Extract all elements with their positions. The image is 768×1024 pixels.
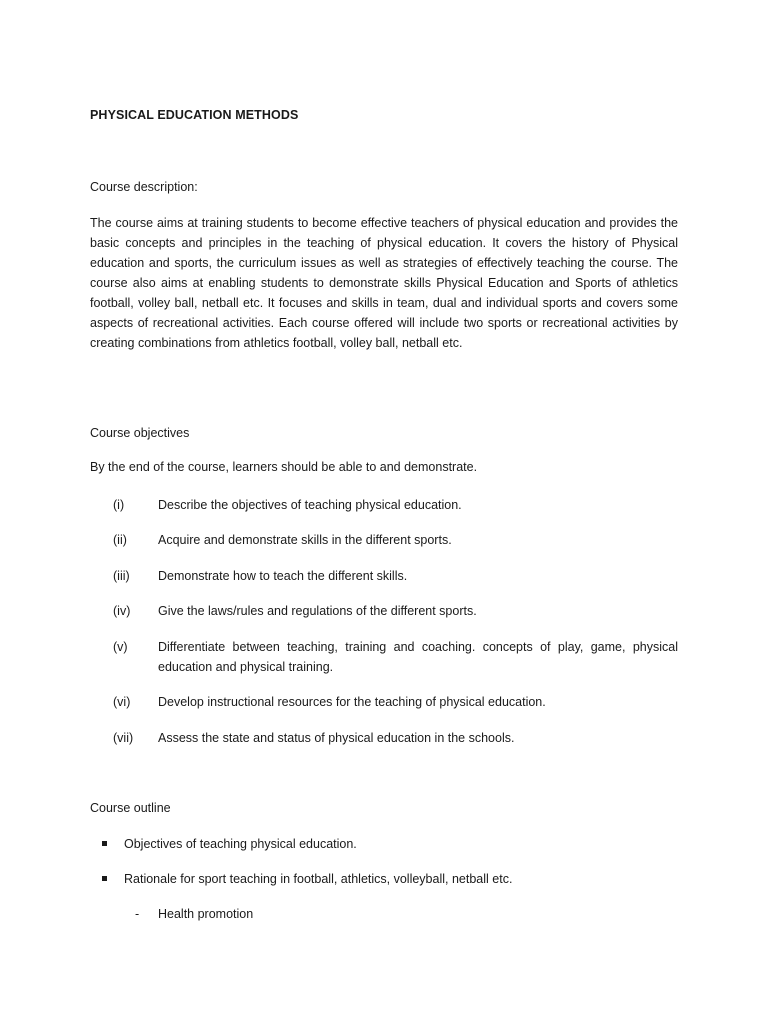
dash-marker: - — [135, 907, 140, 921]
objective-text: Assess the state and status of physical education in the schools. — [158, 731, 515, 745]
objective-number: (ii) — [113, 533, 127, 547]
course-objectives-heading: Course objectives — [90, 426, 190, 440]
outline-subitem-text: Health promotion — [158, 907, 254, 921]
objective-number: (vii) — [113, 731, 134, 745]
objective-text: Give the laws/rules and regulations of the different sports. — [158, 604, 477, 618]
objective-number: (iii) — [113, 569, 130, 583]
outline-item-text: Rationale for sport teaching in football, athletics, volleyball, netball etc. — [124, 872, 513, 886]
objective-text: Differentiate between teaching, training and coaching. concepts of play, game, physical education and physical training. — [158, 640, 678, 674]
objective-number: (vi) — [113, 695, 131, 709]
objective-text: Acquire and demonstrate skills in the different sports. — [158, 533, 452, 547]
square-bullet-icon — [102, 841, 107, 846]
course-outline-heading: Course outline — [90, 801, 171, 815]
objective-text: Demonstrate how to teach the different skills. — [158, 569, 408, 583]
objective-text: Develop instructional resources for the teaching of physical education. — [158, 695, 546, 709]
square-bullet-icon — [102, 876, 107, 881]
course-description-heading: Course description: — [90, 180, 198, 194]
outline-item-text: Objectives of teaching physical education. — [124, 837, 357, 851]
document-title: PHYSICAL EDUCATION METHODS — [90, 108, 299, 122]
objective-number: (i) — [113, 498, 125, 512]
objective-number: (iv) — [113, 604, 131, 618]
objectives-intro: By the end of the course, learners should be able to and demonstrate. — [90, 460, 478, 474]
objective-text: Describe the objectives of teaching physical education. — [158, 498, 462, 512]
course-description-paragraph: The course aims at training students to become effective teachers of physical education and provides the basic concepts and principles in the teaching of physical education. It covers the history of Physical education and sports, the curriculum issues as well as strategies of effectively teaching the course. The course also aims at enabling students to demonstrate skills Physical Education and Sports of athletics football, volley ball, netball etc. It focuses and skills in team, dual and individual sports and covers some aspects of recreational activities. Each course offered will include two sports or recreational activities by creating combinations from athletics football, volley ball, netball etc. — [90, 216, 678, 350]
objective-number: (v) — [113, 640, 128, 654]
